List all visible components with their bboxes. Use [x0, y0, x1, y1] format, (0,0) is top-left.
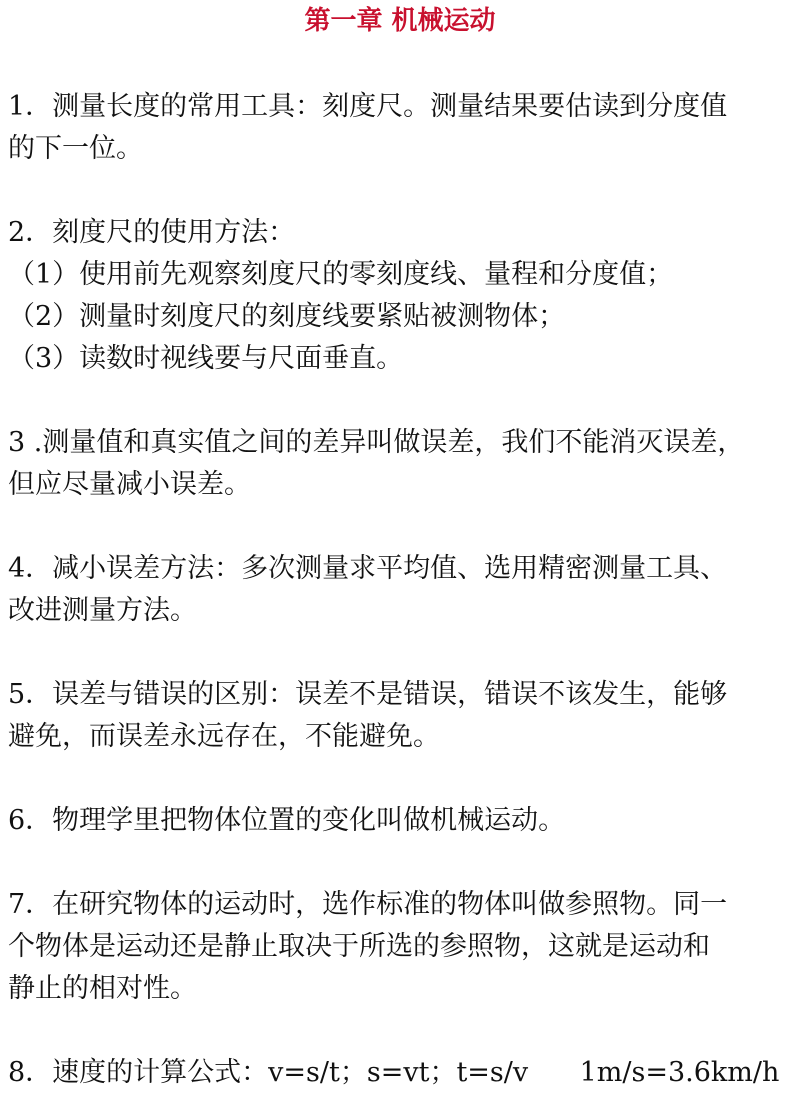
point-2-subitem-3: （3）读数时视线要与尺面垂直。	[8, 343, 404, 374]
spacer	[8, 42, 792, 86]
point-2-subitem-1: （1）使用前先观察刻度尺的零刻度线、量程和分度值；	[8, 259, 674, 290]
point-1	[8, 86, 792, 170]
point-5	[8, 674, 792, 758]
spacer	[8, 842, 792, 884]
spacer	[8, 380, 792, 422]
point-1-line-1: 1．测量长度的常用工具：刻度尺。测量结果要估读到分度值	[8, 91, 728, 122]
spacer	[8, 632, 792, 674]
point-3-line-1: 3 .测量值和真实值之间的差异叫做误差，我们不能消灭误差，	[8, 427, 745, 458]
point-2	[8, 212, 792, 380]
spacer	[8, 506, 792, 548]
point-7-line-2: 个物体是运动还是静止取决于所选的参照物，这就是运动和	[8, 931, 710, 962]
point-4-line-2: 改进测量方法。	[8, 595, 197, 626]
spacer	[8, 1010, 792, 1052]
point-6-line-1: 6．物理学里把物体位置的变化叫做机械运动。	[8, 805, 566, 836]
point-5-line-2: 避免，而误差永远存在，不能避免。	[8, 721, 440, 752]
point-4	[8, 548, 792, 632]
spacer	[8, 170, 792, 212]
point-2-line-1: 2．刻度尺的使用方法：	[8, 217, 296, 248]
point-6	[8, 800, 792, 842]
point-7-line-1: 7．在研究物体的运动时，选作标准的物体叫做参照物。同一	[8, 889, 728, 920]
spacer	[8, 758, 792, 800]
point-7	[8, 884, 792, 1010]
point-7-line-3: 静止的相对性。	[8, 973, 197, 1004]
point-8-line-1: 8．速度的计算公式：v=s/t；s=vt；t=s/v 1m/s=3.6km/h	[8, 1057, 780, 1088]
chapter-title: 第一章 机械运动	[304, 6, 496, 36]
point-5-line-1: 5．误差与错误的区别：误差不是错误，错误不该发生，能够	[8, 679, 728, 710]
point-4-line-1: 4．减小误差方法：多次测量求平均值、选用精密测量工具、	[8, 553, 728, 584]
point-3	[8, 422, 792, 506]
point-1-line-2: 的下一位。	[8, 133, 143, 164]
point-3-line-2: 但应尽量减小误差。	[8, 469, 251, 500]
point-2-subitem-2: （2）测量时刻度尺的刻度线要紧贴被测物体；	[8, 301, 566, 332]
point-8	[8, 1052, 792, 1094]
